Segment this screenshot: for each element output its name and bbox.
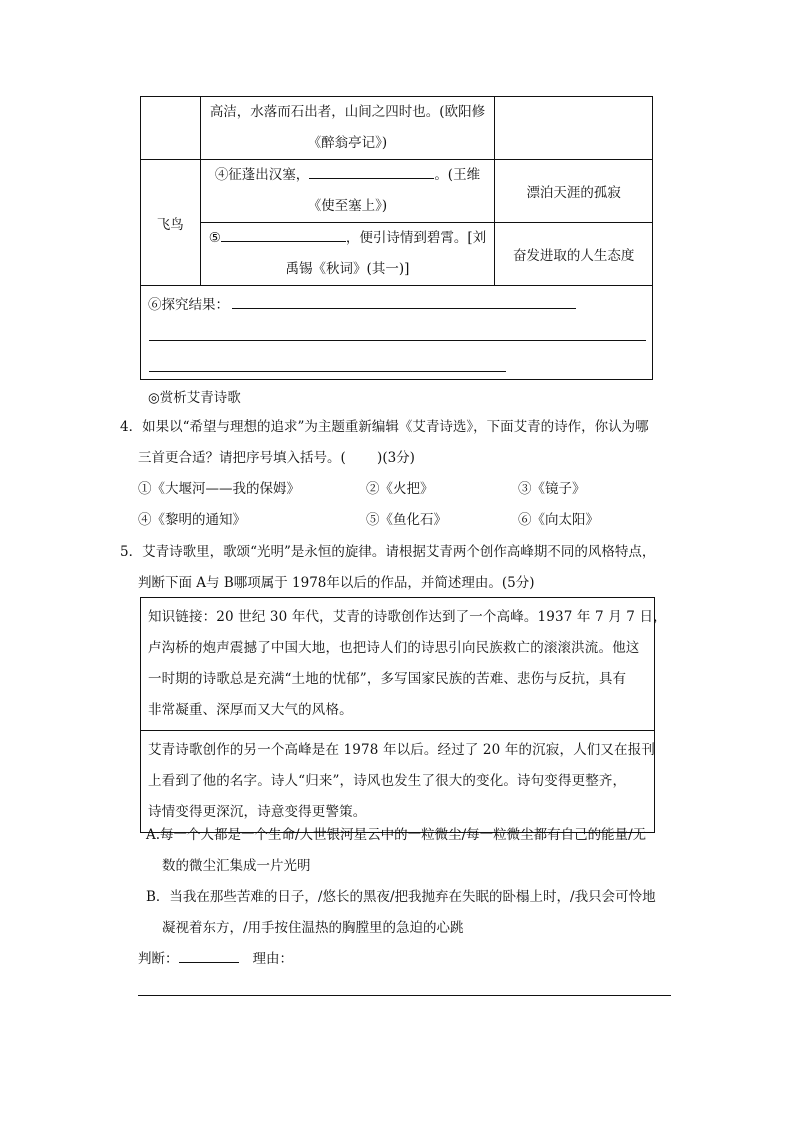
answer-line[interactable]: [232, 308, 576, 309]
knowledge-line: 诗情变得更深沉，诗意变得更警策。: [148, 804, 367, 820]
knowledge-link-1: [141, 598, 667, 730]
knowledge-line: 上看到了他的名字。诗人“归来”，诗风也发生了很大的变化。诗句变得更整齐，: [148, 773, 627, 789]
judge-blank[interactable]: [179, 946, 239, 963]
fill-in-blank[interactable]: [221, 225, 346, 242]
table-cell-theme: [495, 97, 653, 160]
knowledge-line: 艾青诗歌创作的另一个高峰是在 1978 年以后。经过了 20 年的沉寂，人们又在报刊: [148, 742, 655, 758]
option-b-line: B．当我在那些苦难的日子，/悠长的黑夜/把我抛弃在失眠的卧榻上时，/我只会可怜地: [146, 889, 656, 905]
quote-suffix: ，便引诗情到碧霄。[刘: [345, 230, 487, 246]
option-item: ⑥《向太阳》: [518, 512, 599, 528]
option-a: [146, 820, 646, 882]
answer-line[interactable]: [149, 340, 646, 341]
table-cell-theme: 奋发进取的人生态度: [495, 223, 653, 286]
answer-row: [138, 944, 293, 975]
question-text: 4．如果以“希望与理想的追求”为主题重新编辑《艾青诗选》，下面艾青的诗作，你认为哪: [120, 419, 649, 435]
judge-label: 判断：: [138, 951, 179, 967]
category-cell: 飞鸟: [141, 160, 201, 286]
quote-line: 高洁，水落而石出者，山间之四时也。(欧阳修: [209, 104, 486, 120]
table-cell-quote: [200, 97, 495, 160]
result-cell: [141, 286, 653, 380]
quote-prefix: ⑤: [208, 230, 221, 246]
poem-inquiry-table: [140, 96, 653, 380]
section-title: ◎赏析艾青诗歌: [148, 390, 241, 406]
quote-source: 禹锡《秋词》(其一)]: [285, 261, 410, 277]
knowledge-link-2: [141, 730, 654, 832]
quote-line: [201, 223, 495, 254]
fill-in-blank[interactable]: [309, 162, 434, 179]
table-cell-quote: [200, 160, 495, 223]
option-item: ⑤《鱼化石》: [366, 512, 447, 528]
knowledge-box: [140, 597, 667, 833]
option-b: [146, 882, 656, 944]
option-item: ②《火把》: [366, 481, 434, 497]
table-cell-theme: 漂泊天涯的孤寂: [495, 160, 653, 223]
question-text: 5．艾青诗歌里，歌颂“光明”是永恒的旋律。请根据艾青两个创作高峰期不同的风格特点，: [120, 544, 656, 560]
table-cell-quote: [200, 223, 495, 286]
knowledge-line: 一时期的诗歌总是充满“土地的忧郁”，多写国家民族的苦难、悲伤与反抗，具有: [148, 671, 627, 687]
option-b-line: 凝视着东方，/用手按住温热的胸膛里的急迫的心跳: [162, 920, 464, 936]
quote-prefix: ④征蓬出汉塞，: [214, 167, 310, 183]
knowledge-line: 卢沟桥的炮声震撼了中国大地，也把诗人们的诗思引向民族救亡的滚滚洪流。他这: [148, 640, 640, 656]
reason-label: 理由：: [252, 951, 293, 967]
knowledge-line: 非常凝重、深厚而又大气的风格。: [148, 702, 353, 718]
answer-line[interactable]: [149, 371, 506, 372]
option-item: ①《大堰河——我的保姆》: [138, 481, 300, 497]
question-4: [120, 412, 649, 474]
option-item: ③《镜子》: [518, 481, 586, 497]
table-cell-empty: [141, 97, 201, 160]
quote-line: [201, 160, 495, 191]
quote-source: 《使至塞上》): [307, 198, 388, 214]
option-item: ④《黎明的通知》: [138, 512, 246, 528]
quote-source: 《醉翁亭记》): [307, 135, 388, 151]
question-text: 三首更合适？请把序号填入括号。( )(3分): [138, 450, 415, 466]
knowledge-line: 知识链接：20 世纪 30 年代，艾青的诗歌创作达到了一个高峰。1937 年 7 月 7 日，: [148, 609, 667, 625]
result-label: ⑥探究结果：: [148, 297, 229, 313]
quote-suffix: 。(王维: [434, 167, 481, 183]
option-a-line: A.每一个人都是一个生命/人世银河星云中的一粒微尘/每一粒微尘都有自己的能量/无: [146, 827, 647, 843]
option-a-line: 数的微尘汇集成一片光明: [162, 858, 311, 874]
reason-answer-line[interactable]: [138, 995, 671, 996]
question-5: [120, 537, 655, 599]
question-text: 判断下面 A与 B哪项属于 1978年以后的作品，并简述理由。(5分): [138, 575, 535, 591]
